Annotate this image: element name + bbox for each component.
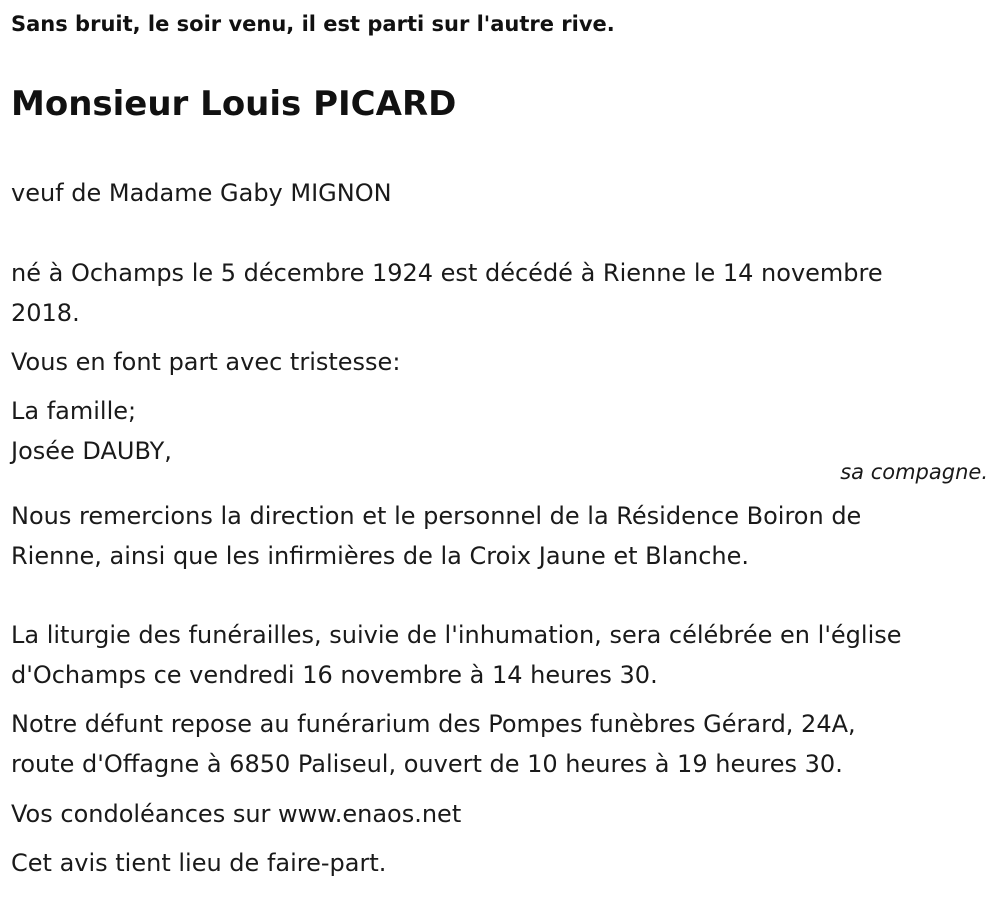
thanks-line-2: Rienne, ainsi que les infirmières de la Croix Jaune et Blanche. bbox=[11, 542, 750, 570]
rest-line-2: route d'Offagne à 6850 Paliseul, ouvert de 10 heures à 19 heures 30. bbox=[11, 750, 843, 778]
liturgy-line-1: La liturgie des funérailles, suivie de l'inhumation, sera célébrée en l'église bbox=[11, 621, 902, 649]
announcement-line: Vous en font part avec tristesse: bbox=[11, 348, 401, 376]
liturgy-line-2: d'Ochamps ce vendredi 16 novembre à 14 heures 30. bbox=[11, 661, 658, 689]
condolences-line: Vos condoléances sur www.enaos.net bbox=[11, 800, 462, 828]
widower-line: veuf de Madame Gaby MIGNON bbox=[11, 179, 392, 207]
family-line: La famille; bbox=[11, 397, 137, 425]
rest-line-1: Notre défunt repose au funérarium des Pompes funèbres Gérard, 24A, bbox=[11, 710, 856, 738]
birth-death-line-1: né à Ochamps le 5 décembre 1924 est décédé à Rienne le 14 novembre bbox=[11, 259, 883, 287]
footer-line: Cet avis tient lieu de faire-part. bbox=[11, 849, 387, 877]
thanks-line-1: Nous remercions la direction et le personnel de la Résidence Boiron de bbox=[11, 502, 862, 530]
companion-name: Josée DAUBY, bbox=[11, 437, 172, 465]
companion-role: sa compagne. bbox=[840, 460, 988, 484]
epigraph: Sans bruit, le soir venu, il est parti sur l'autre rive. bbox=[11, 12, 615, 36]
deceased-name: Monsieur Louis PICARD bbox=[11, 84, 457, 124]
birth-death-line-2: 2018. bbox=[11, 299, 80, 327]
